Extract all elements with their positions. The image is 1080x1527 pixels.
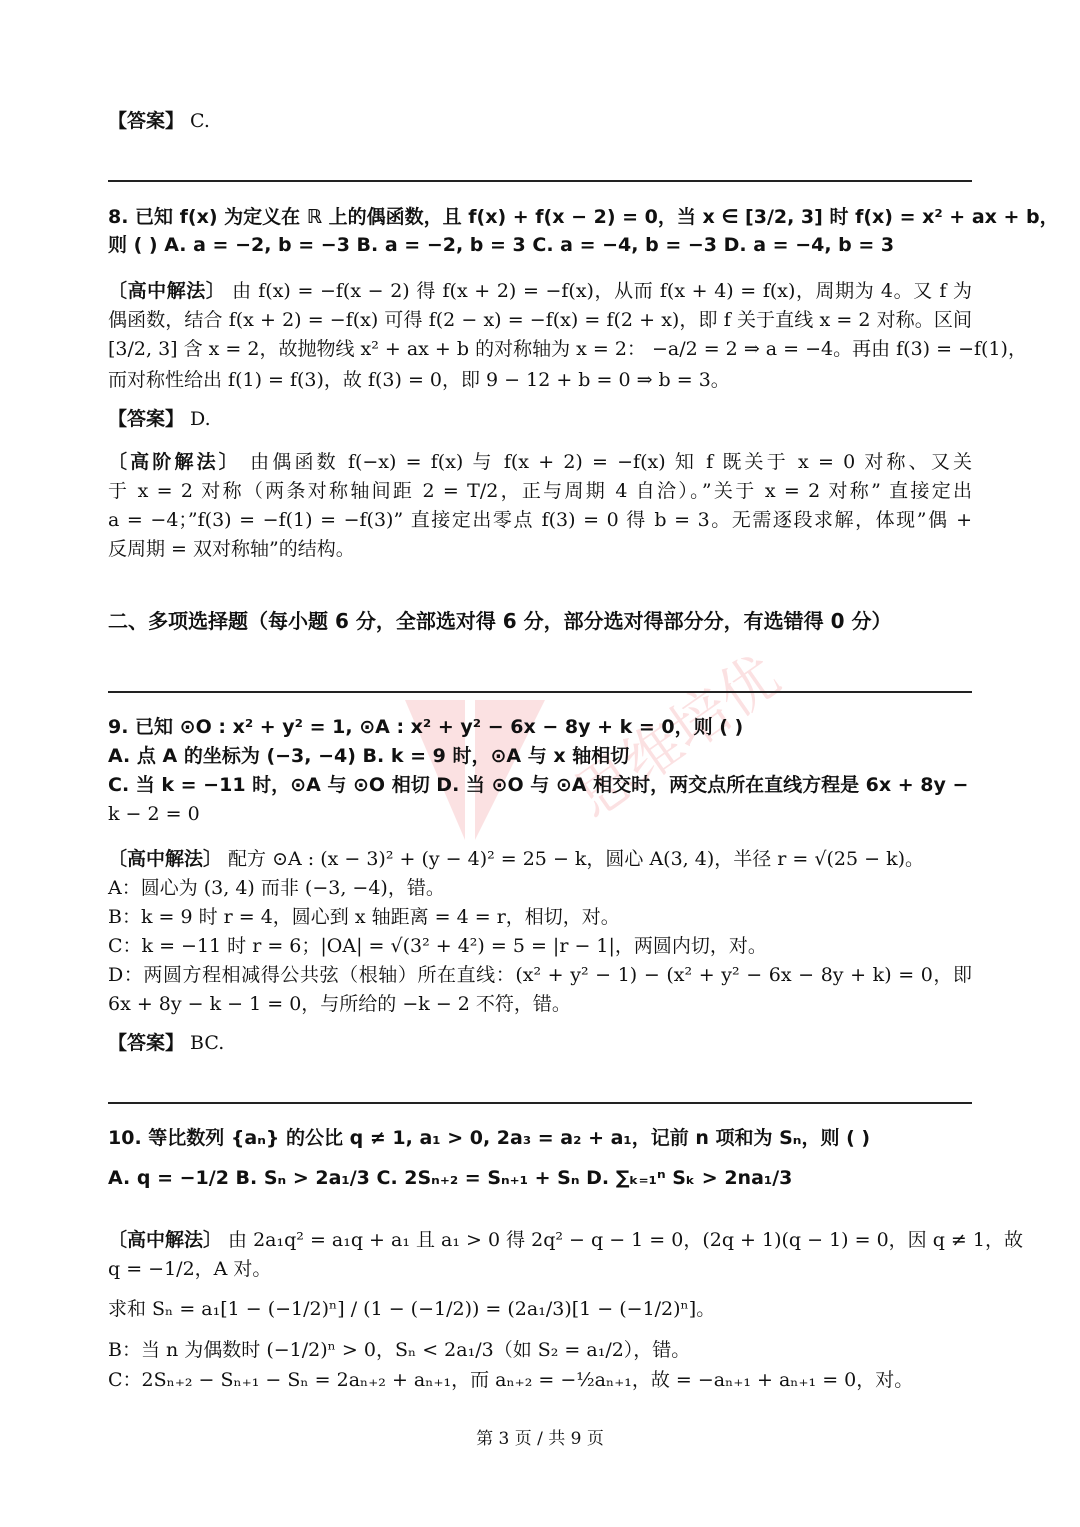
q10-hs-line4: B：当 n 为偶数时 (−1/2)ⁿ > 0，Sₙ < 2a₁/3（如 S₂ = a₁/2），错。 bbox=[108, 1339, 691, 1361]
section-tag: 【答案】 bbox=[108, 1032, 185, 1054]
q9-stem-line3: C. 当 k = −11 时，⊙A 与 ⊙O 相切 D. 当 ⊙O 与 ⊙A 相交时，两交点所在直线方程是 6x + 8y − bbox=[108, 774, 969, 796]
q9-hs-line2: A：圆心为 (3, 4) 而非 (−3, −4)，错。 bbox=[108, 877, 445, 899]
q10-hs-line1: 〔高中解法〕 由 2a₁q² = a₁q + a₁ 且 a₁ > 0 得 2q² − q − 1 = 0，(2q + 1)(q − 1) = 0，因 q ≠ 1，故 bbox=[108, 1229, 1023, 1251]
q8-hs-line3: [3/2, 3] 含 x = 2，故抛物线 x² + ax + b 的对称轴为 x = 2： −a/2 = 2 ⇒ a = −4。再由 f(3) = −f(1)， bbox=[108, 338, 1027, 360]
q8-hs-line1: 〔高中解法〕 由 f(x) = −f(x − 2) 得 f(x + 2) = −f(x)，从而 f(x + 4) = f(x)，周期为 4。又 f 为 bbox=[108, 280, 972, 302]
q9-stem-line1: 9. 已知 ⊙O : x² + y² = 1, ⊙A : x² + y² − 6x − 8y + k = 0，则 ( ) bbox=[108, 716, 744, 738]
svg-text:思维培优: 思维培优 bbox=[562, 641, 792, 831]
q9-stem-line2: A. 点 A 的坐标为 (−3, −4) B. k = 9 时，⊙A 与 x 轴相切 bbox=[108, 745, 630, 767]
divider bbox=[108, 691, 972, 693]
section-tag: 〔高中解法〕 bbox=[108, 848, 223, 870]
section-tag: 〔高中解法〕 bbox=[108, 280, 226, 302]
divider bbox=[108, 1102, 972, 1104]
q10-stem-line2: A. q = −1/2 B. Sₙ > 2a₁/3 C. 2Sₙ₊₂ = Sₙ₊₁ + Sₙ D. ∑ₖ₌₁ⁿ Sₖ > 2na₁/3 bbox=[108, 1167, 793, 1189]
q7-answer: 【答案】 C. bbox=[108, 110, 210, 132]
q8-stem-line1: 8. 已知 f(x) 为定义在 ℝ 上的偶函数，且 f(x) + f(x − 2) = 0，当 x ∈ [3/2, 3] 时 f(x) = x² + ax + b， bbox=[108, 206, 1059, 228]
q10-hs-line2: q = −1/2，A 对。 bbox=[108, 1258, 272, 1280]
q9-hs-line4: C：k = −11 时 r = 6；|OA| = √(3² + 4²) = 5 = |r − 1|，两圆内切，对。 bbox=[108, 935, 767, 957]
q9-hs-line3: B：k = 9 时 r = 4，圆心到 x 轴距离 = 4 = r，相切，对。 bbox=[108, 906, 620, 928]
q8-answer: 【答案】 D. bbox=[108, 408, 211, 430]
q8-hs-line2: 偶函数，结合 f(x + 2) = −f(x) 可得 f(2 − x) = −f(x) = f(2 + x)，即 f 关于直线 x = 2 对称。区间 bbox=[108, 309, 972, 331]
q10-hs-line5: C：2Sₙ₊₂ − Sₙ₊₁ − Sₙ = 2aₙ₊₂ + aₙ₊₁，而 aₙ₊₂ = −½aₙ₊₁，故 = −aₙ₊₁ + aₙ₊₁ = 0，对。 bbox=[108, 1369, 914, 1391]
section-tag: 【答案】 bbox=[108, 110, 185, 132]
section-tag: 【答案】 bbox=[108, 408, 185, 430]
q10-stem-line1: 10. 等比数列 {aₙ} 的公比 q ≠ 1, a₁ > 0, 2a₃ = a₂ + a₁，记前 n 项和为 Sₙ，则 ( ) bbox=[108, 1127, 871, 1149]
section-tag: 〔高中解法〕 bbox=[108, 1229, 223, 1251]
q9-answer: 【答案】 BC. bbox=[108, 1032, 225, 1054]
q8-adv-line3: a = −4；”f(3) = −f(1) = −f(3)” 直接定出零点 f(3) = 0 得 b = 3。无需逐段求解，体现”偶 + bbox=[108, 509, 972, 531]
q8-adv-line2: 于 x = 2 对称（两条对称轴间距 2 = T/2，正与周期 4 自洽）。”关于 x = 2 对称” 直接定出 bbox=[108, 480, 972, 502]
q9-stem-line4: k − 2 = 0 bbox=[108, 803, 200, 825]
q8-stem-line2: 则 ( ) A. a = −2, b = −3 B. a = −2, b = 3 C. a = −4, b = −3 D. a = −4, b = 3 bbox=[108, 234, 895, 256]
divider bbox=[108, 180, 972, 182]
q9-hs-line1: 〔高中解法〕 配方 ⊙A : (x − 3)² + (y − 4)² = 25 − k，圆心 A(3, 4)，半径 r = √(25 − k)。 bbox=[108, 848, 924, 870]
q8-hs-line4: 而对称性给出 f(1) = f(3)，故 f(3) = 0，即 9 − 12 + b = 0 ⇒ b = 3。 bbox=[108, 369, 730, 391]
section-tag: 〔高阶解法〕 bbox=[108, 451, 241, 473]
q9-hs-line5: D：两圆方程相减得公共弦（根轴）所在直线：(x² + y² − 1) − (x² + y² − 6x − 8y + k) = 0，即 bbox=[108, 964, 972, 986]
q8-adv-line1: 〔高阶解法〕 由偶函数 f(−x) = f(x) 与 f(x + 2) = −f(x) 知 f 既关于 x = 0 对称、又关 bbox=[108, 451, 972, 473]
q10-hs-line3: 求和 Sₙ = a₁[1 − (−1/2)ⁿ] / (1 − (−1/2)) = (2a₁/3)[1 − (−1/2)ⁿ]。 bbox=[108, 1298, 716, 1320]
section-2-title: 二、多项选择题（每小题 6 分，全部选对得 6 分，部分选对得部分分，有选错得 0 分） bbox=[108, 609, 892, 633]
page-number: 第 3 页 / 共 9 页 bbox=[476, 1429, 604, 1449]
q9-hs-line6: 6x + 8y − k − 1 = 0，与所给的 −k − 2 不符，错。 bbox=[108, 993, 571, 1015]
q8-adv-line4: 反周期 = 双对称轴”的结构。 bbox=[108, 538, 355, 560]
